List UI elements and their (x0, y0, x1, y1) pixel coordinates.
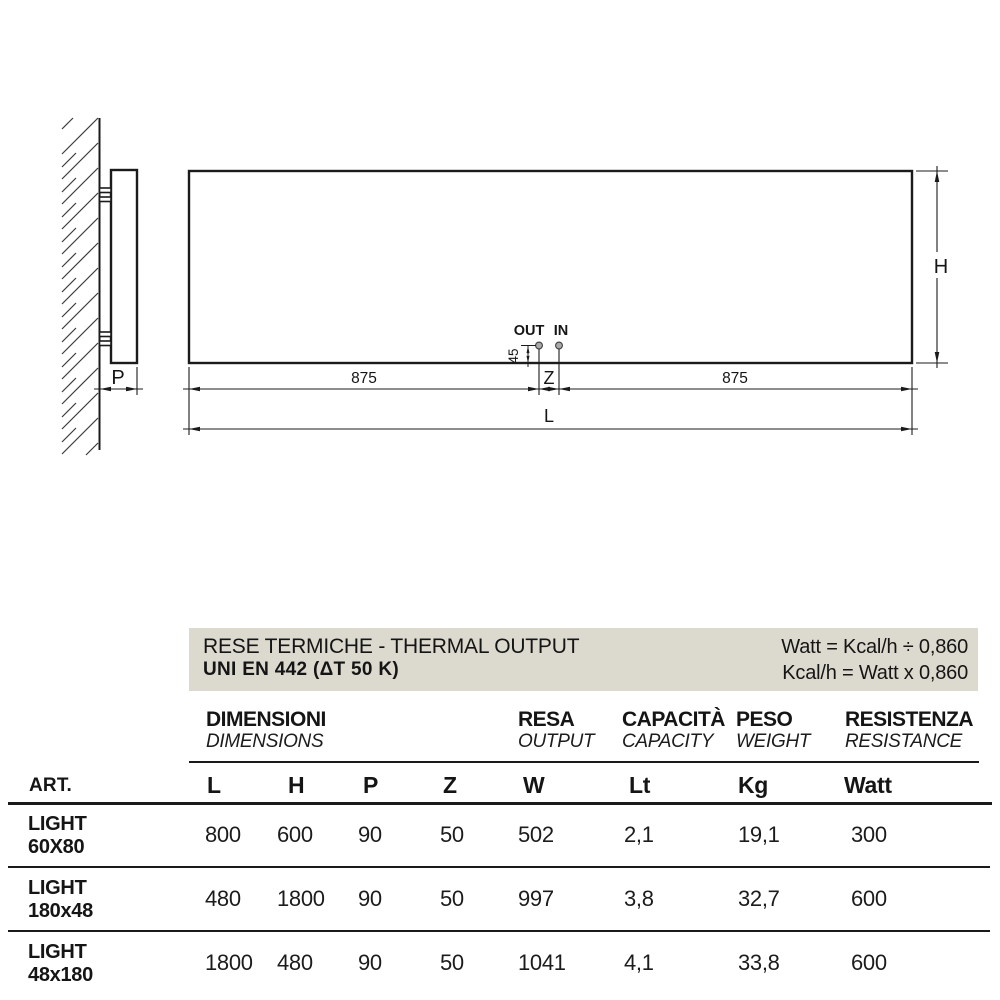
out-label: OUT (513, 323, 545, 339)
group-output: OUTPUT (518, 731, 595, 752)
dim-875-right-label: 875 (722, 370, 748, 387)
row1-h: 600 (277, 822, 313, 847)
row3-z: 50 (440, 950, 464, 975)
row2-article (28, 877, 93, 923)
row2-z: 50 (440, 886, 464, 911)
band-title-italian-english: RESE TERMICHE - THERMAL OUTPUT (203, 635, 580, 658)
rule-above-headers (189, 761, 979, 763)
dim-arrow (559, 387, 570, 392)
wall-hatch-line (62, 328, 76, 342)
l-dimension-label: L (543, 406, 555, 426)
col-header-l: L (207, 772, 221, 798)
row1-w: 502 (518, 822, 554, 847)
wall-hatch-line (62, 203, 76, 217)
mounting-bracket-bottom (100, 332, 112, 346)
group-resistance: RESISTANCE (845, 731, 963, 752)
row1-art-line1: LIGHT (28, 813, 87, 835)
row3-art-line1: LIGHT (28, 941, 87, 963)
row2-lt: 3,8 (624, 886, 654, 911)
row2-kg: 32,7 (738, 886, 780, 911)
row2-art-line2: 180x48 (28, 900, 93, 922)
wall-hatch-line (62, 178, 76, 192)
mounting-bracket-top (100, 188, 112, 202)
radiator-front-panel (189, 171, 912, 363)
p-dimension-label: P (111, 367, 125, 389)
group-weight: WEIGHT (736, 731, 811, 752)
row2-p: 90 (358, 886, 382, 911)
z-dimension-label: Z (543, 368, 555, 388)
row3-watt: 600 (851, 950, 887, 975)
dim-arrow (126, 387, 137, 392)
row3-article (28, 941, 93, 987)
out-connection (536, 342, 543, 349)
row1-watt: 300 (851, 822, 887, 847)
wall-hatch-line (62, 403, 76, 417)
row3-kg: 33,8 (738, 950, 780, 975)
group-peso: PESO (736, 708, 793, 731)
rule-below-headers (8, 802, 992, 805)
wall-hatch (62, 118, 98, 455)
wall-hatch-line (62, 303, 76, 317)
row1-lt: 2,1 (624, 822, 654, 847)
row3-p: 90 (358, 950, 382, 975)
group-capacita: CAPACITÀ (622, 708, 725, 731)
row2-art-line1: LIGHT (28, 877, 87, 899)
watt-formula: Watt = Kcal/h ÷ 0,860 (781, 636, 968, 658)
row1-p: 90 (358, 822, 382, 847)
group-resistenza: RESISTENZA (845, 708, 974, 731)
wall-hatch-line (62, 253, 76, 267)
dim-arrow (189, 427, 200, 432)
dim-875-left-label: 875 (351, 370, 377, 387)
dim-arrow (901, 387, 912, 392)
row2-w: 997 (518, 886, 554, 911)
h-dimension-label: H (933, 256, 949, 278)
in-label: IN (553, 323, 569, 339)
row3-h: 480 (277, 950, 313, 975)
wall-hatch-line (86, 443, 98, 455)
thermal-output-band (189, 628, 978, 691)
band-norm-reference: UNI EN 442 (ΔT 50 K) (203, 659, 399, 680)
wall-hatch-line (62, 278, 76, 292)
wall-hatch-line (62, 378, 76, 392)
art-column-header: ART. (29, 775, 73, 796)
row1-article (28, 813, 87, 859)
row1-z: 50 (440, 822, 464, 847)
dim-arrow (901, 427, 912, 432)
group-dimensioni: DIMENSIONI (206, 708, 326, 731)
wall-hatch-line (62, 153, 76, 167)
dim-arrow (528, 387, 539, 392)
row1-kg: 19,1 (738, 822, 780, 847)
col-header-kg: Kg (738, 772, 769, 798)
wall-hatch-line (62, 118, 73, 129)
row3-l: 1800 (205, 950, 253, 975)
row1-art-line2: 60X80 (28, 836, 85, 858)
dim-arrow (100, 387, 111, 392)
col-header-p: P (363, 772, 379, 798)
offset-45-label: 45 (506, 348, 521, 364)
wall-hatch-line (62, 353, 76, 367)
kcal-formula: Kcal/h = Watt x 0,860 (782, 662, 968, 684)
row2-watt: 600 (851, 886, 887, 911)
row3-lt: 4,1 (624, 950, 654, 975)
group-capacity: CAPACITY (622, 731, 714, 752)
col-header-watt: Watt (844, 772, 892, 798)
dim-arrow (935, 171, 940, 182)
row3-w: 1041 (518, 950, 566, 975)
col-header-z: Z (443, 772, 457, 798)
dim-arrow (189, 387, 200, 392)
col-header-lt: Lt (629, 772, 651, 798)
row1-l: 800 (205, 822, 241, 847)
wall-hatch-line (62, 428, 76, 442)
col-header-h: H (288, 772, 305, 798)
group-dimensions: DIMENSIONS (206, 731, 324, 752)
col-header-w: W (523, 772, 545, 798)
row2-l: 480 (205, 886, 241, 911)
radiator-side-panel (111, 170, 137, 363)
in-connection (556, 342, 563, 349)
row3-art-line2: 48x180 (28, 964, 93, 986)
rule-row2 (8, 930, 990, 932)
rule-row1 (8, 866, 990, 868)
wall-hatch-line (62, 228, 76, 242)
group-resa: RESA (518, 708, 575, 731)
dim-arrow (935, 352, 940, 363)
row2-h: 1800 (277, 886, 325, 911)
